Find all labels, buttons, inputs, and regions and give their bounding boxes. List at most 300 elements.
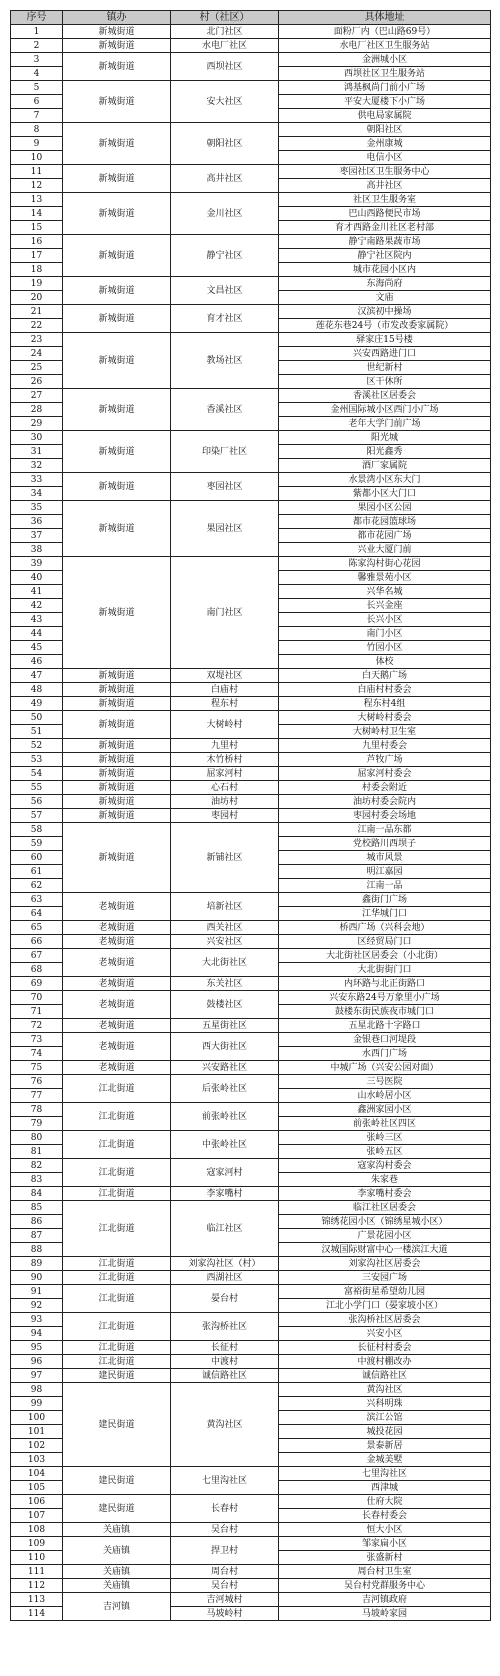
seq-cell: 37 (11, 529, 63, 543)
table-row (11, 767, 491, 781)
address-cell: 黄沟社区 (279, 1383, 491, 1397)
address-cell: 江北小学门口（晏家坡小区） (279, 1299, 491, 1313)
seq-cell: 75 (11, 1061, 63, 1075)
seq-cell: 18 (11, 263, 63, 277)
town-cell: 老城街道 (63, 1061, 171, 1075)
seq-cell: 11 (11, 165, 63, 179)
table-row (11, 389, 491, 403)
town-cell: 新城街道 (63, 123, 171, 165)
address-cell: 东海尚府 (279, 277, 491, 291)
town-cell: 老城街道 (63, 949, 171, 977)
seq-cell: 104 (11, 1467, 63, 1481)
address-cell: 文庙 (279, 291, 491, 305)
address-cell: 大北街社区居委会（小北街） (279, 949, 491, 963)
seq-cell: 16 (11, 235, 63, 249)
address-cell: 长兴金座 (279, 599, 491, 613)
address-cell: 白天鹅广场 (279, 669, 491, 683)
address-cell: 世纪新村 (279, 361, 491, 375)
village-cell: 屈家河村 (171, 767, 279, 781)
town-cell: 江北街道 (63, 1187, 171, 1201)
address-cell: 兴安小区 (279, 1327, 491, 1341)
address-cell: 水景湾小区东大门 (279, 473, 491, 487)
address-cell: 水西门广场 (279, 1047, 491, 1061)
address-cell: 静宁社区院内 (279, 249, 491, 263)
village-cell: 文昌社区 (171, 277, 279, 305)
town-cell: 关庙镇 (63, 1579, 171, 1593)
town-cell: 建民街道 (63, 1383, 171, 1467)
address-cell: 油坊村委会院内 (279, 795, 491, 809)
village-cell: 晏台村 (171, 1285, 279, 1313)
table-row (11, 781, 491, 795)
seq-cell: 77 (11, 1089, 63, 1103)
table-row (11, 1201, 491, 1215)
town-cell: 新城街道 (63, 753, 171, 767)
village-cell: 白庙村 (171, 683, 279, 697)
table-row (11, 949, 491, 963)
seq-cell: 109 (11, 1537, 63, 1551)
town-cell: 江北街道 (63, 1341, 171, 1355)
seq-cell: 56 (11, 795, 63, 809)
address-cell: 育才西路金川社区老村部 (279, 221, 491, 235)
town-cell: 江北街道 (63, 1075, 171, 1103)
village-cell: 中张岭社区 (171, 1131, 279, 1159)
seq-cell: 100 (11, 1411, 63, 1425)
seq-cell: 68 (11, 963, 63, 977)
village-cell: 金川社区 (171, 193, 279, 235)
table-row (11, 1271, 491, 1285)
village-cell: 木竹桥村 (171, 753, 279, 767)
address-cell: 党校路川西坝子 (279, 837, 491, 851)
table-row (11, 1257, 491, 1271)
address-cell: 鸿基枫尚门前小广场 (279, 81, 491, 95)
seq-cell: 83 (11, 1173, 63, 1187)
seq-cell: 3 (11, 53, 63, 67)
address-cell: 高井社区 (279, 179, 491, 193)
address-cell: 城投花园 (279, 1425, 491, 1439)
village-cell: 双堤社区 (171, 669, 279, 683)
seq-cell: 17 (11, 249, 63, 263)
town-cell: 老城街道 (63, 991, 171, 1019)
table-row (11, 1565, 491, 1579)
seq-cell: 84 (11, 1187, 63, 1201)
seq-cell: 41 (11, 585, 63, 599)
seq-cell: 60 (11, 851, 63, 865)
town-cell: 老城街道 (63, 977, 171, 991)
address-cell: 兴业大厦门前 (279, 543, 491, 557)
address-cell: 城市风景 (279, 851, 491, 865)
address-cell: 邹家扁小区 (279, 1537, 491, 1551)
address-cell: 李家嘴村委会 (279, 1187, 491, 1201)
seq-cell: 101 (11, 1425, 63, 1439)
address-cell: 仕府大院 (279, 1495, 491, 1509)
address-cell: 汉滨初中操场 (279, 305, 491, 319)
town-cell: 江北街道 (63, 1159, 171, 1187)
village-cell: 九里村 (171, 739, 279, 753)
address-cell: 吉河镇政府 (279, 1593, 491, 1607)
town-cell: 新城街道 (63, 53, 171, 81)
seq-cell: 105 (11, 1481, 63, 1495)
table-row (11, 25, 491, 39)
table-row (11, 431, 491, 445)
table-row (11, 1579, 491, 1593)
table-row (11, 823, 491, 837)
address-cell: 恒大小区 (279, 1523, 491, 1537)
seq-cell: 43 (11, 613, 63, 627)
table-row (11, 1159, 491, 1173)
table-row (11, 1341, 491, 1355)
address-cell: 兴安西路进门口 (279, 347, 491, 361)
town-cell: 江北街道 (63, 1355, 171, 1369)
town-cell: 新城街道 (63, 81, 171, 123)
address-cell: 鑫街门广场 (279, 893, 491, 907)
seq-cell: 98 (11, 1383, 63, 1397)
seq-cell: 15 (11, 221, 63, 235)
village-cell: 东关社区 (171, 977, 279, 991)
address-cell: 紫都小区大门口 (279, 487, 491, 501)
table-row (11, 711, 491, 725)
village-cell: 兴安路社区 (171, 1061, 279, 1075)
seq-cell: 29 (11, 417, 63, 431)
table-row (11, 557, 491, 571)
table-row (11, 739, 491, 753)
seq-cell: 113 (11, 1593, 63, 1607)
seq-cell: 34 (11, 487, 63, 501)
table-row (11, 277, 491, 291)
seq-cell: 63 (11, 893, 63, 907)
seq-cell: 30 (11, 431, 63, 445)
address-cell: 都市花园广场 (279, 529, 491, 543)
table-row (11, 1131, 491, 1145)
address-cell: 三号医院 (279, 1075, 491, 1089)
town-cell: 新城街道 (63, 473, 171, 501)
address-cell: 酒厂家属院 (279, 459, 491, 473)
address-cell: 枣园社区卫生服务中心 (279, 165, 491, 179)
address-cell: 长兴小区 (279, 613, 491, 627)
town-cell: 新城街道 (63, 235, 171, 277)
seq-cell: 70 (11, 991, 63, 1005)
seq-cell: 45 (11, 641, 63, 655)
seq-cell: 5 (11, 81, 63, 95)
town-cell: 新城街道 (63, 305, 171, 333)
village-cell: 西湖社区 (171, 1271, 279, 1285)
address-cell: 江华城门口 (279, 907, 491, 921)
table-row (11, 697, 491, 711)
town-cell: 新城街道 (63, 739, 171, 753)
address-cell: 面粉厂内（巴山路69号） (279, 25, 491, 39)
seq-cell: 2 (11, 39, 63, 53)
seq-cell: 96 (11, 1355, 63, 1369)
table-row (11, 991, 491, 1005)
table-row (11, 1103, 491, 1117)
address-cell: 阳光城 (279, 431, 491, 445)
table-row (11, 53, 491, 67)
seq-cell: 72 (11, 1019, 63, 1033)
address-cell: 陈家沟村街心花园 (279, 557, 491, 571)
village-cell: 鼓楼社区 (171, 991, 279, 1019)
address-cell: 汉城国际财富中心一楼滨江大道 (279, 1243, 491, 1257)
address-cell: 金银巷口河堤段 (279, 1033, 491, 1047)
address-cell: 兴华名城 (279, 585, 491, 599)
town-cell: 新城街道 (63, 781, 171, 795)
seq-cell: 40 (11, 571, 63, 585)
seq-cell: 47 (11, 669, 63, 683)
town-cell: 江北街道 (63, 1131, 171, 1159)
seq-cell: 79 (11, 1117, 63, 1131)
seq-cell: 59 (11, 837, 63, 851)
address-cell: 金洲城小区 (279, 53, 491, 67)
village-cell: 水电厂社区 (171, 39, 279, 53)
seq-cell: 112 (11, 1579, 63, 1593)
address-cell: 滨江公馆 (279, 1411, 491, 1425)
seq-cell: 103 (11, 1453, 63, 1467)
address-cell: 明江嘉园 (279, 865, 491, 879)
village-cell: 黄沟社区 (171, 1383, 279, 1467)
seq-cell: 89 (11, 1257, 63, 1271)
seq-cell: 99 (11, 1397, 63, 1411)
town-cell: 建民街道 (63, 1495, 171, 1523)
village-cell: 安大社区 (171, 81, 279, 123)
village-cell: 西大街社区 (171, 1033, 279, 1061)
village-cell: 西坝社区 (171, 53, 279, 81)
seq-cell: 51 (11, 725, 63, 739)
village-cell: 吴台村 (171, 1523, 279, 1537)
village-cell: 寇家河村 (171, 1159, 279, 1187)
address-cell: 西坝社区卫生服务站 (279, 67, 491, 81)
town-cell: 新城街道 (63, 823, 171, 893)
table-body (11, 25, 491, 1621)
seq-cell: 14 (11, 207, 63, 221)
town-cell: 江北街道 (63, 1103, 171, 1131)
seq-cell: 55 (11, 781, 63, 795)
seq-cell: 76 (11, 1075, 63, 1089)
village-cell: 印染厂社区 (171, 431, 279, 473)
village-cell: 枣园村 (171, 809, 279, 823)
seq-cell: 67 (11, 949, 63, 963)
seq-cell: 74 (11, 1047, 63, 1061)
table-row (11, 1061, 491, 1075)
address-cell: 锦绣花园小区（锦绣星城小区） (279, 1215, 491, 1229)
address-cell: 朱家巷 (279, 1173, 491, 1187)
address-cell: 兴科明珠 (279, 1397, 491, 1411)
seq-cell: 93 (11, 1313, 63, 1327)
address-cell: 诚信路社区 (279, 1369, 491, 1383)
seq-cell: 8 (11, 123, 63, 137)
seq-cell: 42 (11, 599, 63, 613)
address-cell: 三安园广场 (279, 1271, 491, 1285)
seq-cell: 110 (11, 1551, 63, 1565)
address-cell: 朝阳社区 (279, 123, 491, 137)
address-cell: 巴山西路便民市场 (279, 207, 491, 221)
seq-cell: 82 (11, 1159, 63, 1173)
address-cell: 平安大厦楼下小广场 (279, 95, 491, 109)
seq-cell: 111 (11, 1565, 63, 1579)
town-cell: 新城街道 (63, 501, 171, 557)
address-cell: 金州康城 (279, 137, 491, 151)
address-cell: 前张岭社区四区 (279, 1117, 491, 1131)
seq-cell: 53 (11, 753, 63, 767)
address-cell: 果园小区公园 (279, 501, 491, 515)
table-row (11, 683, 491, 697)
village-cell: 静宁社区 (171, 235, 279, 277)
village-cell: 程东村 (171, 697, 279, 711)
seq-cell: 88 (11, 1243, 63, 1257)
seq-cell: 78 (11, 1103, 63, 1117)
village-cell: 吉河城村 (171, 1593, 279, 1607)
address-cell: 都市花园篮球场 (279, 515, 491, 529)
town-cell: 新城街道 (63, 333, 171, 389)
address-cell: 临江社区居委会 (279, 1201, 491, 1215)
seq-cell: 49 (11, 697, 63, 711)
town-cell: 新城街道 (63, 165, 171, 193)
seq-cell: 38 (11, 543, 63, 557)
village-cell: 西关社区 (171, 921, 279, 935)
seq-cell: 95 (11, 1341, 63, 1355)
address-cell: 吴台村党群服务中心 (279, 1579, 491, 1593)
seq-cell: 81 (11, 1145, 63, 1159)
address-cell: 江南一品 (279, 879, 491, 893)
address-cell: 寇家沟村委会 (279, 1159, 491, 1173)
table-row (11, 935, 491, 949)
address-cell: 区经贸局门口 (279, 935, 491, 949)
town-cell: 新城街道 (63, 39, 171, 53)
table-row (11, 501, 491, 515)
address-cell: 大树岭村委会 (279, 711, 491, 725)
village-cell: 新铺社区 (171, 823, 279, 893)
seq-cell: 36 (11, 515, 63, 529)
address-cell: 城市花园小区内 (279, 263, 491, 277)
address-cell: 广景花园小区 (279, 1229, 491, 1243)
seq-cell: 64 (11, 907, 63, 921)
address-cell: 屈家河村委会 (279, 767, 491, 781)
seq-cell: 9 (11, 137, 63, 151)
village-cell: 长春村 (171, 1495, 279, 1523)
town-cell: 老城街道 (63, 1033, 171, 1061)
town-cell: 新城街道 (63, 389, 171, 431)
town-cell: 新城街道 (63, 767, 171, 781)
village-cell: 七里沟社区 (171, 1467, 279, 1495)
seq-cell: 102 (11, 1439, 63, 1453)
village-cell: 大树岭村 (171, 711, 279, 739)
table-row (11, 1593, 491, 1607)
village-cell: 北门社区 (171, 25, 279, 39)
table-row (11, 1187, 491, 1201)
village-cell: 香溪社区 (171, 389, 279, 431)
seq-cell: 62 (11, 879, 63, 893)
town-cell: 新城街道 (63, 697, 171, 711)
address-cell: 中渡村棚改办 (279, 1355, 491, 1369)
seq-cell: 7 (11, 109, 63, 123)
seq-cell: 25 (11, 361, 63, 375)
address-cell: 张盛新村 (279, 1551, 491, 1565)
address-cell: 大北街街门口 (279, 963, 491, 977)
table-row (11, 1467, 491, 1481)
town-cell: 新城街道 (63, 193, 171, 235)
seq-cell: 1 (11, 25, 63, 39)
seq-cell: 69 (11, 977, 63, 991)
seq-cell: 50 (11, 711, 63, 725)
address-cell: 香溪社区居委会 (279, 389, 491, 403)
table-row (11, 165, 491, 179)
table-row (11, 1537, 491, 1551)
seq-cell: 58 (11, 823, 63, 837)
seq-cell: 39 (11, 557, 63, 571)
address-cell: 阳光鑫秀 (279, 445, 491, 459)
address-cell: 兴安东路24号万象里小广场 (279, 991, 491, 1005)
address-cell: 富裕街星希望幼儿园 (279, 1285, 491, 1299)
address-cell: 长春村委会 (279, 1509, 491, 1523)
seq-cell: 12 (11, 179, 63, 193)
town-cell: 新城街道 (63, 711, 171, 739)
seq-cell: 54 (11, 767, 63, 781)
seq-cell: 35 (11, 501, 63, 515)
table-row (11, 193, 491, 207)
village-cell: 李家嘴村 (171, 1187, 279, 1201)
seq-cell: 90 (11, 1271, 63, 1285)
address-cell: 西津城 (279, 1481, 491, 1495)
seq-cell: 23 (11, 333, 63, 347)
address-cell: 供电局家属院 (279, 109, 491, 123)
village-cell: 兴安社区 (171, 935, 279, 949)
town-cell: 新城街道 (63, 25, 171, 39)
table-row (11, 921, 491, 935)
seq-cell: 52 (11, 739, 63, 753)
header-seq: 序号 (11, 11, 63, 25)
seq-cell: 86 (11, 1215, 63, 1229)
seq-cell: 61 (11, 865, 63, 879)
address-cell: 长征村村委会 (279, 1341, 491, 1355)
address-cell: 静宁南路果蔬市场 (279, 235, 491, 249)
village-cell: 吴台村 (171, 1579, 279, 1593)
testing-site-table (10, 10, 491, 1621)
village-cell: 张沟桥社区 (171, 1313, 279, 1341)
address-cell: 张岭五区 (279, 1145, 491, 1159)
table-row (11, 1075, 491, 1089)
village-cell: 临江社区 (171, 1201, 279, 1257)
header-village: 村（社区） (171, 11, 279, 25)
table-row (11, 305, 491, 319)
village-cell: 后张岭社区 (171, 1075, 279, 1103)
address-cell: 金州国际城小区西门小广场 (279, 403, 491, 417)
address-cell: 大树岭村卫生室 (279, 725, 491, 739)
table-row (11, 1495, 491, 1509)
address-cell: 张岭三区 (279, 1131, 491, 1145)
table-row (11, 753, 491, 767)
village-cell: 周台村 (171, 1565, 279, 1579)
address-cell: 水电厂社区卫生服务站 (279, 39, 491, 53)
address-cell: 江南一品东都 (279, 823, 491, 837)
address-cell: 内环路与北正街路口 (279, 977, 491, 991)
seq-cell: 108 (11, 1523, 63, 1537)
table-row (11, 1313, 491, 1327)
seq-cell: 87 (11, 1229, 63, 1243)
seq-cell: 97 (11, 1369, 63, 1383)
address-cell: 七里沟社区 (279, 1467, 491, 1481)
seq-cell: 48 (11, 683, 63, 697)
seq-cell: 94 (11, 1327, 63, 1341)
seq-cell: 10 (11, 151, 63, 165)
address-cell: 区干休所 (279, 375, 491, 389)
address-cell: 南门小区 (279, 627, 491, 641)
seq-cell: 71 (11, 1005, 63, 1019)
town-cell: 建民街道 (63, 1369, 171, 1383)
table-row (11, 795, 491, 809)
seq-cell: 106 (11, 1495, 63, 1509)
village-cell: 南门社区 (171, 557, 279, 669)
seq-cell: 57 (11, 809, 63, 823)
seq-cell: 19 (11, 277, 63, 291)
village-cell: 教场社区 (171, 333, 279, 389)
seq-cell: 13 (11, 193, 63, 207)
